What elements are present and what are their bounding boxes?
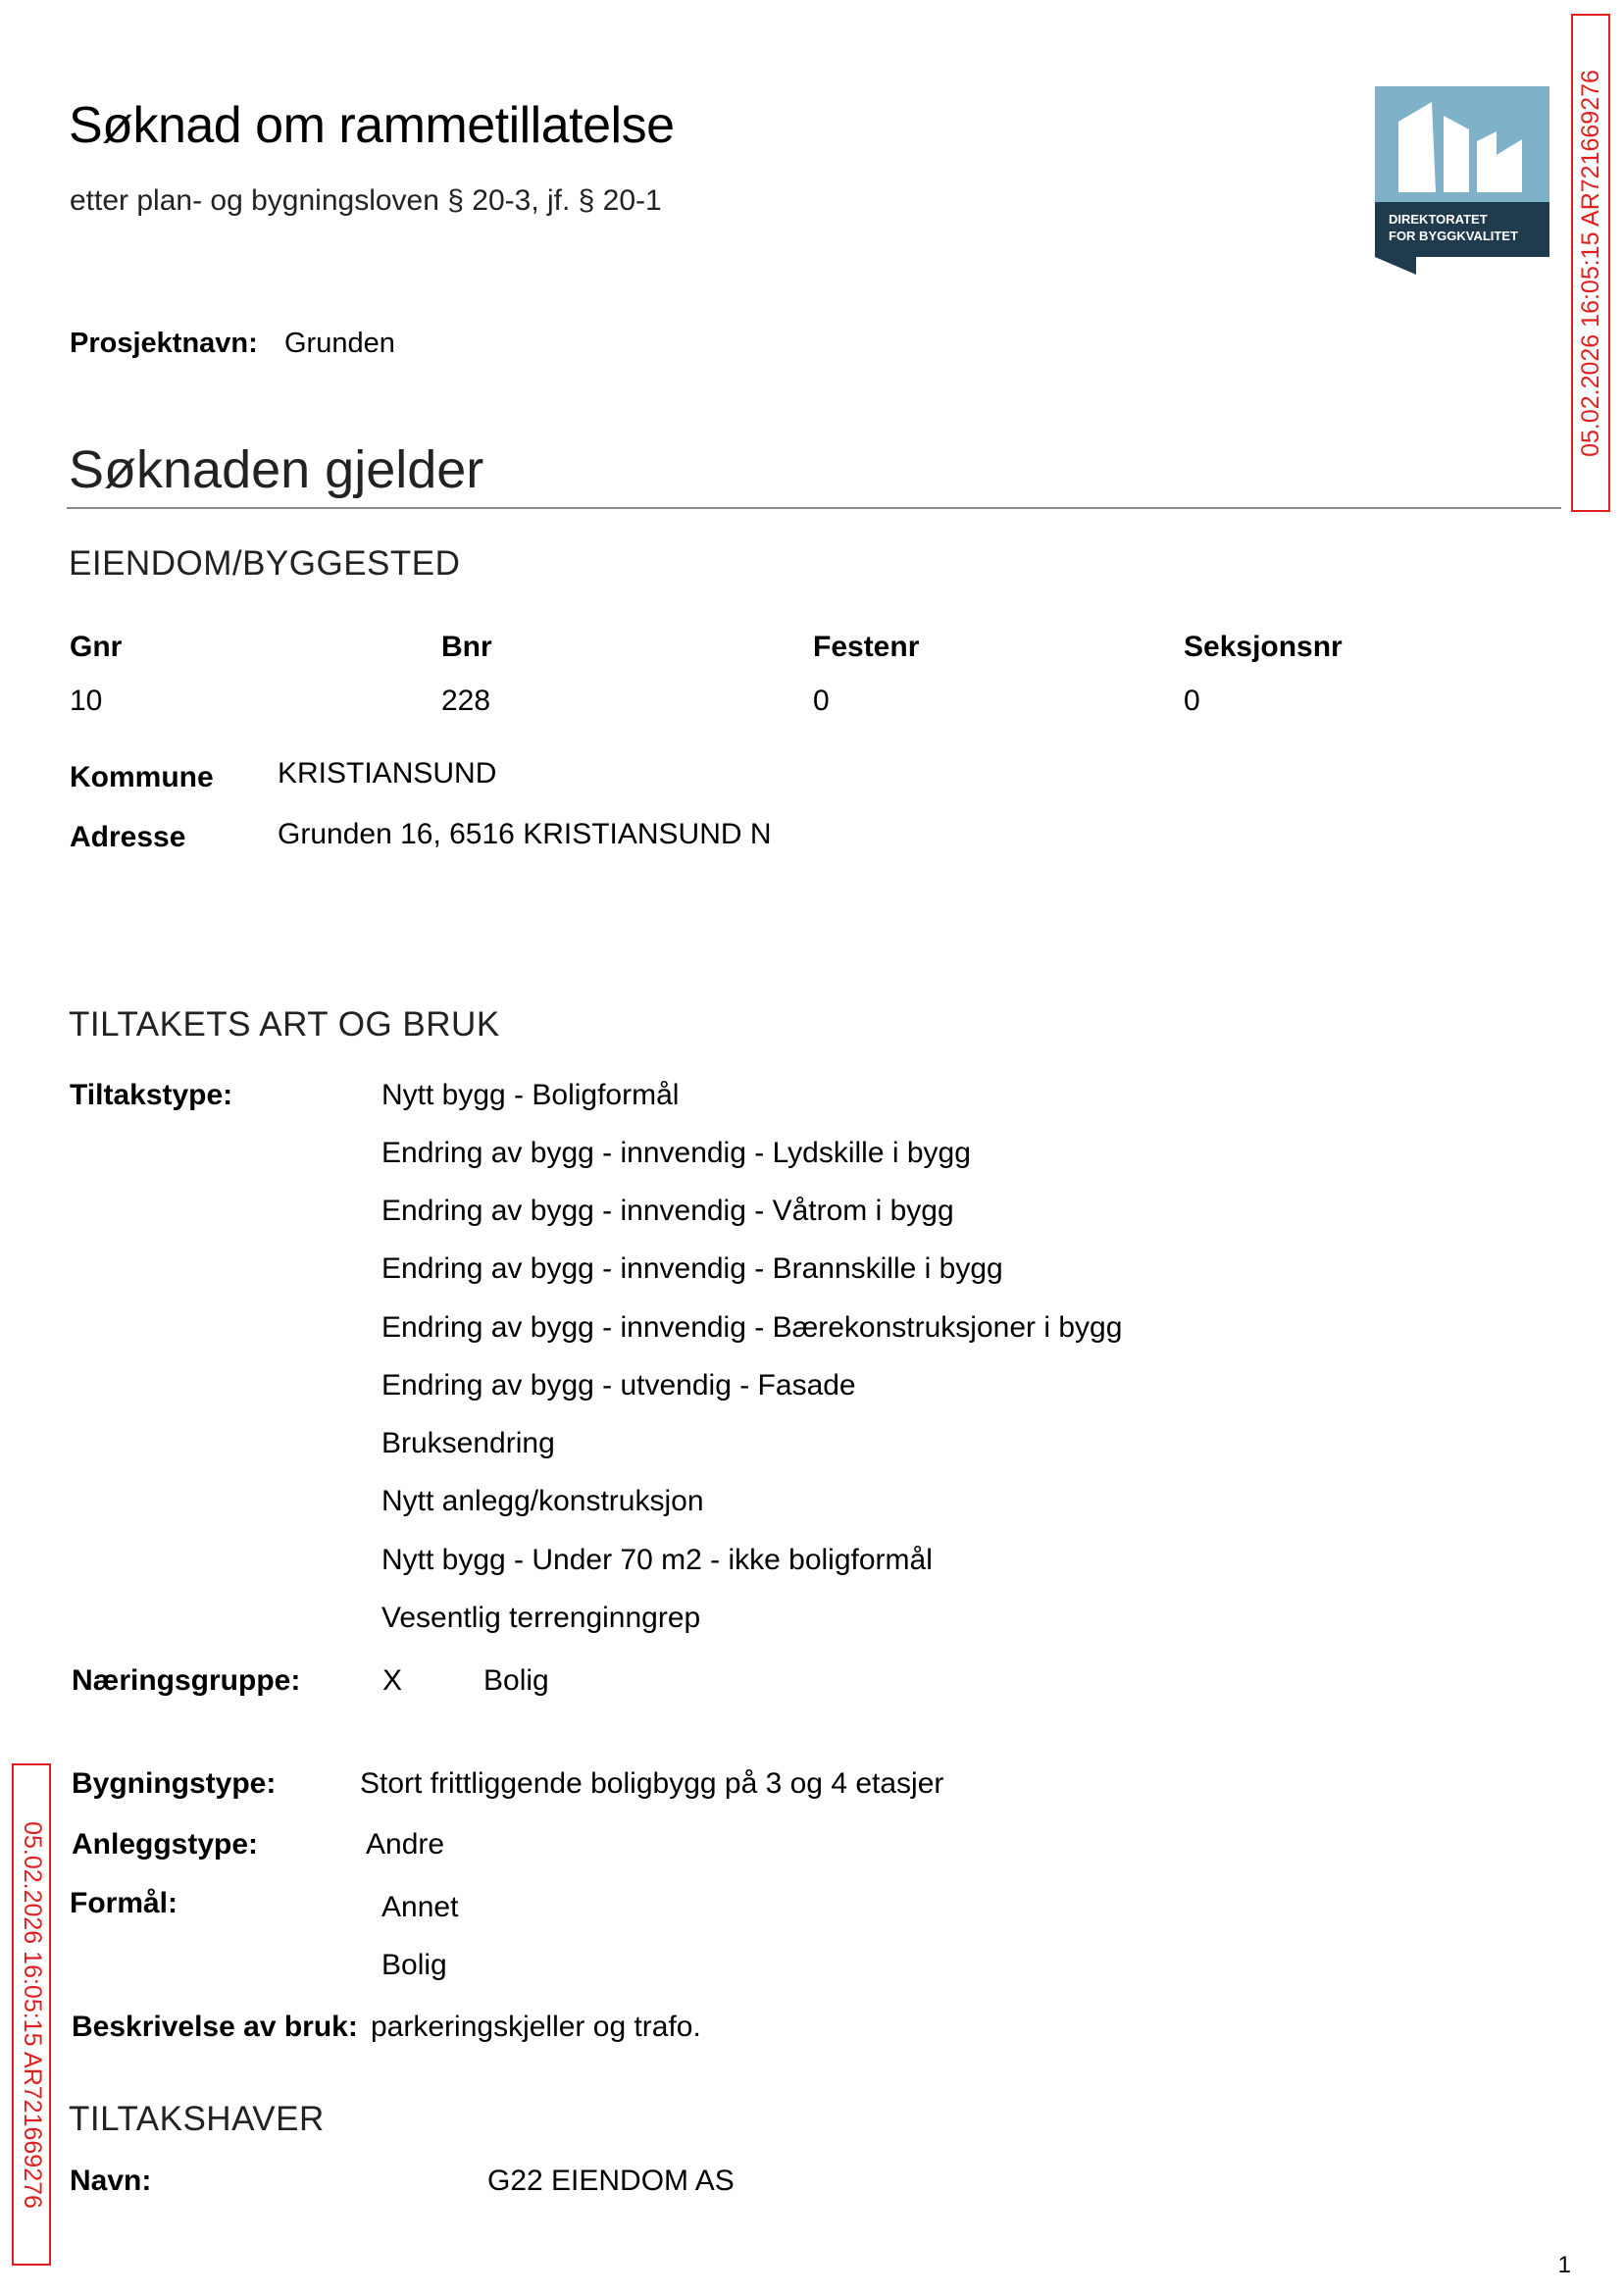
applicant-name-value: G22 EIENDOM AS	[487, 2165, 735, 2197]
project-label: Prosjektnavn:	[70, 328, 258, 359]
usage-label: Beskrivelse av bruk:	[72, 2011, 358, 2043]
logo-text-line2: FOR BYGGKVALITET	[1389, 229, 1518, 243]
section-divider	[67, 507, 1561, 509]
measure-type-label: Tiltakstype:	[70, 1079, 233, 1111]
gnr-value: 10	[70, 685, 103, 717]
measure-type-item: Endring av bygg - innvendig - Våtrom i bygg	[381, 1195, 954, 1227]
dibk-logo	[1375, 86, 1549, 275]
measure-type-item: Vesentlig terrenginngrep	[381, 1602, 701, 1634]
usage-value: parkeringskjeller og trafo.	[371, 2011, 701, 2043]
building-type-value: Stort frittliggende boligbygg på 3 og 4 etasjer	[360, 1767, 944, 1800]
facility-type-label: Anleggstype:	[72, 1828, 259, 1861]
bnr-value: 228	[441, 685, 491, 717]
industry-value: Bolig	[483, 1664, 549, 1697]
timestamp-stamp-top	[1571, 14, 1610, 512]
page-number: 1	[1557, 2252, 1571, 2278]
measure-type-item: Endring av bygg - utvendig - Fasade	[381, 1369, 856, 1402]
measure-type-item: Nytt bygg - Under 70 m2 - ikke boligformål	[381, 1544, 933, 1576]
seksjonsnr-label: Seksjonsnr	[1184, 631, 1343, 663]
purpose-label: Formål:	[70, 1887, 178, 1919]
measure-type-item: Endring av bygg - innvendig - Lydskille i bygg	[381, 1137, 971, 1169]
purpose-item: Bolig	[381, 1949, 447, 1981]
building-type-label: Bygningstype:	[72, 1767, 277, 1800]
festenr-label: Festenr	[813, 631, 920, 663]
page-title: Søknad om rammetillatelse	[69, 97, 675, 154]
measure-heading: TILTAKETS ART OG BRUK	[69, 1005, 500, 1044]
festenr-value: 0	[813, 685, 830, 717]
logo-text-line1: DIREKTORATET	[1389, 212, 1488, 227]
seksjonsnr-value: 0	[1184, 685, 1200, 717]
building-logo-icon	[1375, 86, 1549, 275]
measure-type-item: Bruksendring	[381, 1427, 555, 1459]
industry-code: X	[382, 1664, 403, 1697]
applicant-heading: TILTAKSHAVER	[69, 2100, 325, 2138]
measure-type-item: Endring av bygg - innvendig - Bærekonstruksjoner i bygg	[381, 1311, 1123, 1344]
section-title: Søknaden gjelder	[69, 440, 484, 499]
project-value: Grunden	[284, 328, 395, 359]
property-heading: EIENDOM/BYGGESTED	[69, 544, 461, 583]
industry-label: Næringsgruppe:	[72, 1664, 301, 1697]
measure-type-item: Nytt anlegg/konstruksjon	[381, 1485, 704, 1517]
applicant-name-label: Navn:	[70, 2165, 152, 2197]
measure-type-item: Endring av bygg - innvendig - Brannskille i bygg	[381, 1252, 1003, 1285]
stamp-text: 05.02.2026 16:05:15 AR721669276	[1576, 69, 1604, 457]
adresse-value: Grunden 16, 6516 KRISTIANSUND N	[278, 818, 772, 850]
measure-type-item: Nytt bygg - Boligformål	[381, 1079, 680, 1111]
bnr-label: Bnr	[441, 631, 492, 663]
gnr-label: Gnr	[70, 631, 123, 663]
kommune-label: Kommune	[70, 761, 214, 793]
timestamp-stamp-left	[12, 1763, 51, 2266]
page-subtitle: etter plan- og bygningsloven § 20-3, jf. § 20-1	[70, 184, 662, 217]
kommune-value: KRISTIANSUND	[278, 757, 497, 790]
adresse-label: Adresse	[70, 821, 186, 853]
facility-type-value: Andre	[366, 1828, 445, 1861]
purpose-item: Annet	[381, 1891, 459, 1923]
stamp-text: 05.02.2026 16:05:15 AR721669276	[18, 1820, 46, 2209]
